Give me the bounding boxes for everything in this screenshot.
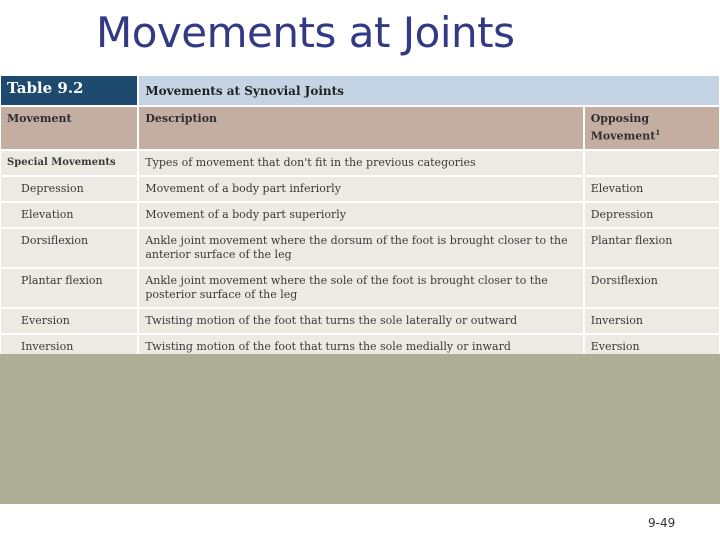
page-number: 9-49	[648, 516, 676, 530]
row-opposing: Inversion	[585, 309, 719, 333]
section-label: Special Movements	[1, 151, 137, 175]
row-movement: Inversion	[1, 335, 137, 354]
content-placeholder-overlay	[0, 354, 720, 504]
table-caption-row	[1, 76, 719, 105]
section-description: Types of movement that don't fit in the previous categories	[139, 151, 582, 175]
movements-table	[0, 74, 720, 354]
table-row	[1, 269, 719, 307]
row-description: Movement of a body part inferiorly	[139, 177, 582, 201]
header-opposing-label: Opposing Movement	[590, 112, 656, 143]
header-opposing-movement	[585, 107, 719, 149]
row-description: Twisting motion of the foot that turns the sole laterally or outward	[139, 309, 582, 333]
header-movement: Movement	[1, 107, 137, 149]
row-opposing: Depression	[585, 203, 719, 227]
section-opposing	[585, 151, 719, 175]
header-description: Description	[139, 107, 582, 149]
row-opposing: Dorsiflexion	[585, 269, 719, 307]
row-opposing: Elevation	[585, 177, 719, 201]
table-number: Table 9.2	[1, 76, 137, 105]
table-row	[1, 229, 719, 267]
table-row	[1, 177, 719, 201]
table-section-row	[1, 151, 719, 175]
row-movement: Depression	[1, 177, 137, 201]
table-caption: Movements at Synovial Joints	[139, 76, 719, 105]
table-row	[1, 203, 719, 227]
row-movement: Elevation	[1, 203, 137, 227]
row-description: Ankle joint movement where the sole of the foot is brought closer to the posterior surface of the leg	[139, 269, 582, 307]
row-movement: Dorsiflexion	[1, 229, 137, 267]
footnote-mark: 1	[655, 128, 661, 137]
row-movement: Eversion	[1, 309, 137, 333]
row-description: Movement of a body part superiorly	[139, 203, 582, 227]
table-header-row	[1, 107, 719, 149]
row-movement: Plantar flexion	[1, 269, 137, 307]
slide-title: Movements at Joints	[96, 8, 515, 57]
row-description: Ankle joint movement where the dorsum of the foot is brought closer to the anterior surface of the leg	[139, 229, 582, 267]
table-row	[1, 335, 719, 354]
row-opposing: Eversion	[585, 335, 719, 354]
row-description: Twisting motion of the foot that turns the sole medially or inward	[139, 335, 582, 354]
movements-table-image	[0, 74, 720, 354]
table-row	[1, 309, 719, 333]
row-opposing: Plantar flexion	[585, 229, 719, 267]
